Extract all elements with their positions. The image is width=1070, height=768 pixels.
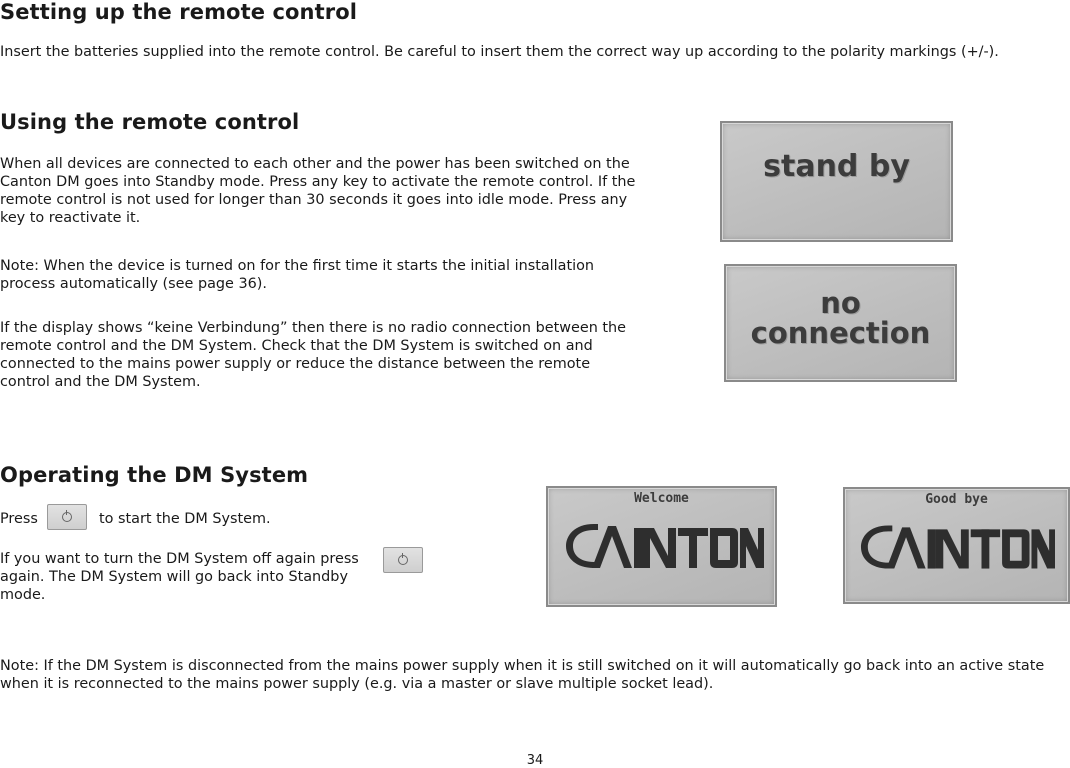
using-remote-para-1: When all devices are connected to each other and the power has been switched on the Canton DM goes into Standby mode. Press any key to activate the remote control. If the remote control is not used for longer than 30 seconds it goes into idle mode. Press any key to reactivate it. (0, 156, 636, 226)
press-label: Press (0, 511, 38, 527)
turn-off-text: If you want to turn the DM System off again press again. The DM System will go back into Standby mode. (0, 551, 359, 603)
using-remote-para-2: Note: When the device is turned on for the first time it starts the initial installation process automatically (see page 36). (0, 258, 595, 292)
page-number: 34 (526, 753, 544, 768)
press-suffix: to start the DM System. (99, 511, 271, 527)
canton-logo-lettering (861, 525, 1055, 568)
standby-display-text: stand by (763, 149, 910, 184)
standby-display (720, 121, 953, 242)
no-connection-line-1: no (820, 286, 861, 320)
operating-note: Note: If the DM System is disconnected from the mains power supply when it is still switched on it will automatically go back into an active state when it is reconnected to the mains power supply (e.g. via a master or slave multiple socket lead). (0, 658, 1045, 692)
goodbye-caption: Good bye (925, 492, 988, 507)
no-connection-display (724, 264, 957, 382)
welcome-caption: Welcome (634, 491, 689, 506)
using-remote-para-3: If the display shows “keine Verbindung” then there is no radio connection between the remote control and the DM System. Check that the DM System is switched on and connected to the mains power supply or reduce the distance between the remote control and the DM System. (0, 320, 627, 390)
goodbye-display (843, 487, 1070, 604)
heading-using-remote: Using the remote control (0, 110, 300, 134)
power-icon (398, 555, 408, 565)
power-button-image-2 (383, 547, 423, 573)
power-button-image-1 (47, 504, 87, 530)
canton-logo (564, 518, 764, 574)
heading-setting-up-remote: Setting up the remote control (0, 0, 358, 24)
welcome-display (546, 486, 777, 607)
power-icon (62, 512, 72, 522)
no-connection-line-2: connection (750, 316, 931, 350)
canton-logo (859, 519, 1055, 575)
setup-remote-text: Insert the batteries supplied into the remote control. Be careful to insert them the correct way up according to the polarity markings (+/-). (0, 44, 999, 60)
canton-logo-lettering (566, 524, 764, 568)
heading-operating-dm-system: Operating the DM System (0, 463, 309, 487)
